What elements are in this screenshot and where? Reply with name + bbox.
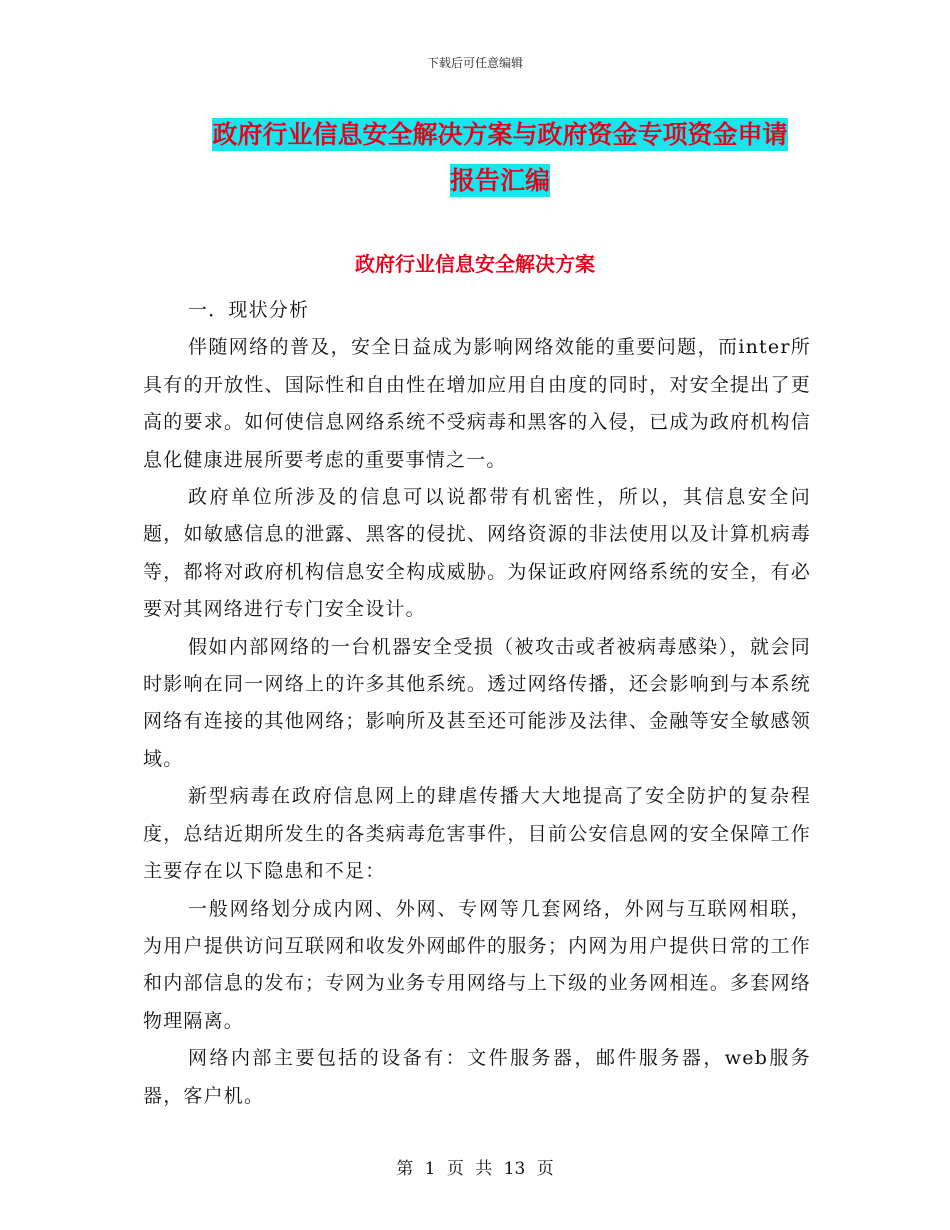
paragraph: 新型病毒在政府信息网上的肆虐传播大大地提高了安全防护的复杂程度，总结近期所发生的各类病毒危害事件，目前公安信息网的安全保障工作主要存在以下隐患和不足： xyxy=(143,785,811,883)
paragraph: 网络内部主要包括的设备有：文件服务器，邮件服务器，web服务器，客户机。 xyxy=(143,1047,811,1107)
paragraph: 伴随网络的普及，安全日益成为影响网络效能的重要问题，而inter所具有的开放性、国际性和自由性在增加应用自由度的同时，对安全提出了更高的要求。如何使信息网络系统不受病毒和黑客的入侵，已成为政府机构信息化健康进展所要考虑的重要事情之一。 xyxy=(143,336,811,471)
section-title: 政府行业信息安全解决方案 xyxy=(355,252,595,276)
heading-status-analysis: 一．现状分析 xyxy=(188,299,310,321)
document-title-line2: 报告汇编 xyxy=(449,166,550,195)
page-indicator: 第 1 页 共 13 页 xyxy=(396,1159,554,1179)
paragraph: 假如内部网络的一台机器安全受损（被攻击或者被病毒感染），就会同时影响在同一网络上的许多其他系统。透过网络传播，还会影响到与本系统网络有连接的其他网络；影响所及甚至还可能涉及法律、金融等安全敏感领域。 xyxy=(143,635,811,770)
document-body xyxy=(143,292,811,1115)
header-note: 下载后可任意编辑 xyxy=(426,56,523,70)
document-title-line1: 政府行业信息安全解决方案与政府资金专项资金申请 xyxy=(212,120,788,149)
paragraph: 政府单位所涉及的信息可以说都带有机密性，所以，其信息安全问题，如敏感信息的泄露、黑客的侵扰、网络资源的非法使用以及计算机病毒等，都将对政府机构信息安全构成威胁。为保证政府网络系统的安全，有必要对其网络进行专门安全设计。 xyxy=(143,486,811,621)
document-title xyxy=(180,112,820,204)
paragraph: 一般网络划分成内网、外网、专网等几套网络，外网与互联网相联，为用户提供访问互联网和收发外网邮件的服务；内网为用户提供日常的工作和内部信息的发布；专网为业务专用网络与上下级的业务网相连。多套网络物理隔离。 xyxy=(143,897,811,1032)
